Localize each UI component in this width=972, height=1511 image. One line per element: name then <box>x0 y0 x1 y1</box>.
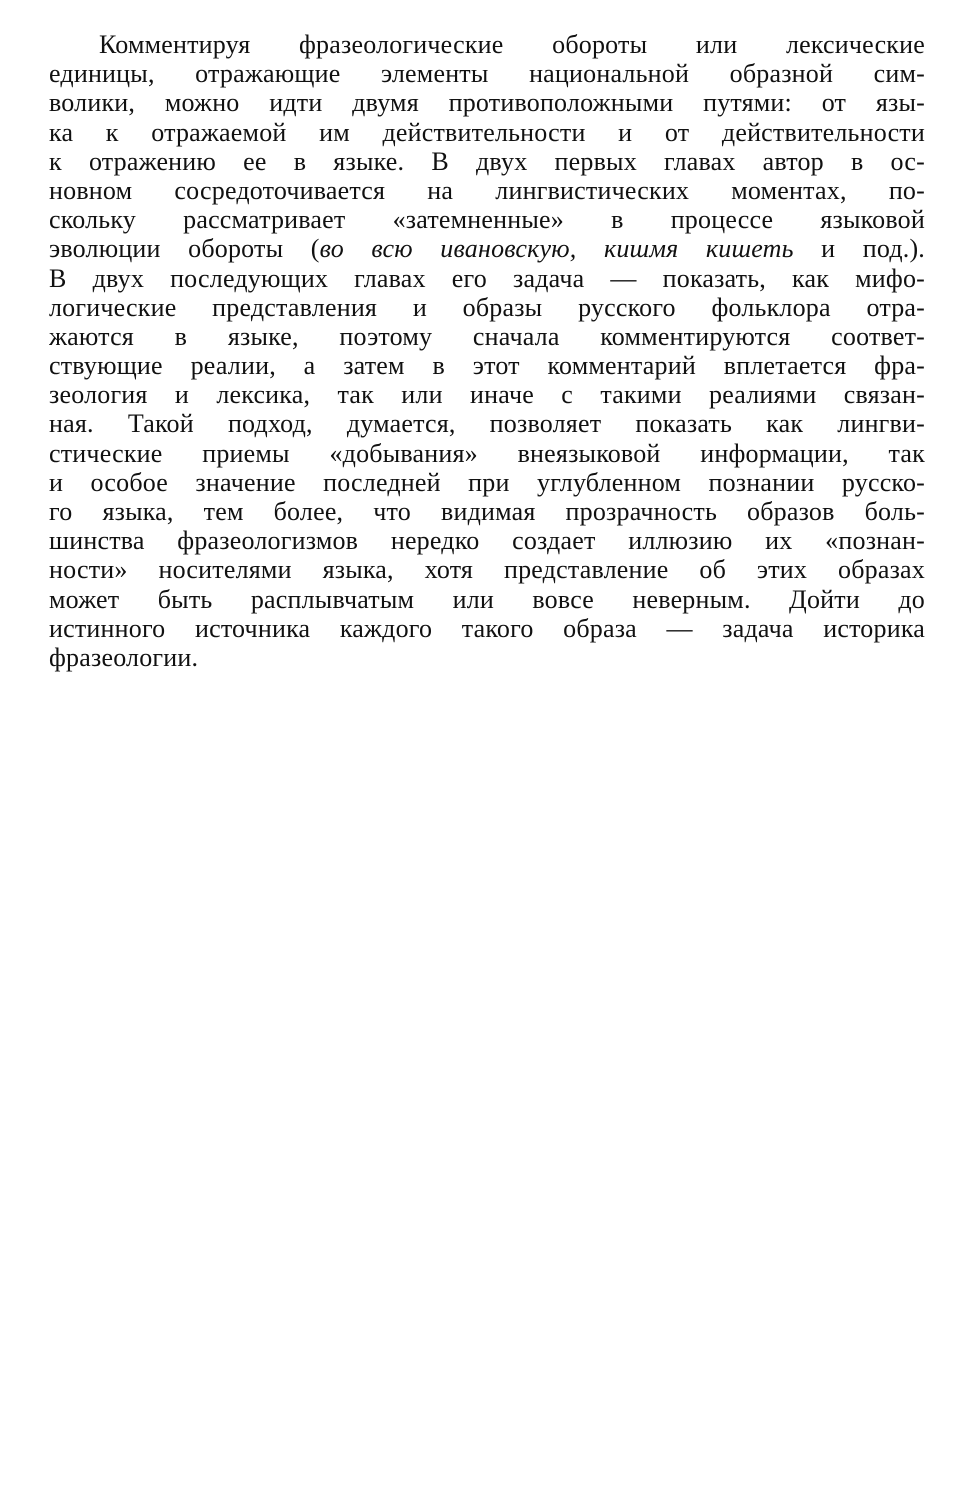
text-line: жаются в языке, поэтому сначала комментируются соответ- <box>49 321 925 351</box>
italic-examples: во всю ивановскую, кишмя кишеть <box>319 234 794 264</box>
text-line: может быть расплывчатым или вовсе неверным. Дойти до <box>49 584 925 614</box>
text-line: ности» носителями языка, хотя представление об этих образах <box>49 555 925 585</box>
text-line: Комментируя фразеологические обороты или лексические <box>99 30 925 59</box>
text-line: новном сосредоточивается на лингвистических моментах, по- <box>49 175 925 205</box>
text-line: ствующие реалии, а затем в этот комментарий вплетается фра- <box>49 351 925 381</box>
text-line: ка к отражаемой им действительности и от действительности <box>49 117 925 147</box>
text-line: ная. Такой подход, думается, позволяет показать как лингви- <box>49 409 925 439</box>
text-segment: эволюции обороты ( <box>49 234 320 264</box>
text-line: го языка, тем более, что видимая прозрачность образов боль- <box>49 497 925 526</box>
text-line: логические представления и образы русского фольклора отра- <box>49 292 925 322</box>
text-line: единицы, отражающие элементы национальной образной сим- <box>49 59 925 89</box>
text-segment: и под.). <box>793 234 925 264</box>
text-line: к отражению ее в языке. В двух первых главах автор в ос- <box>49 146 925 176</box>
text-line: стические приемы «добывания» внеязыковой информации, так <box>49 438 925 468</box>
text-line-last: фразеологии. <box>49 642 199 672</box>
text-line: зеология и лексика, так или иначе с такими реалиями связан- <box>49 380 925 410</box>
text-line: скольку рассматривает «затемненные» в процессе языковой <box>49 205 925 235</box>
text-line: и особое значение последней при углубленном познании русско- <box>49 467 925 497</box>
text-line-with-examples <box>49 234 925 263</box>
text-line: шинства фразеологизмов нередко создает иллюзию их «познан- <box>49 526 925 556</box>
text-line: В двух последующих главах его задача — показать, как мифо- <box>49 263 925 293</box>
text-line: волики, можно идти двумя противоположными путями: от язы- <box>49 88 925 118</box>
text-line: истинного источника каждого такого образа — задача историка <box>49 613 925 643</box>
body-paragraph <box>49 30 925 672</box>
